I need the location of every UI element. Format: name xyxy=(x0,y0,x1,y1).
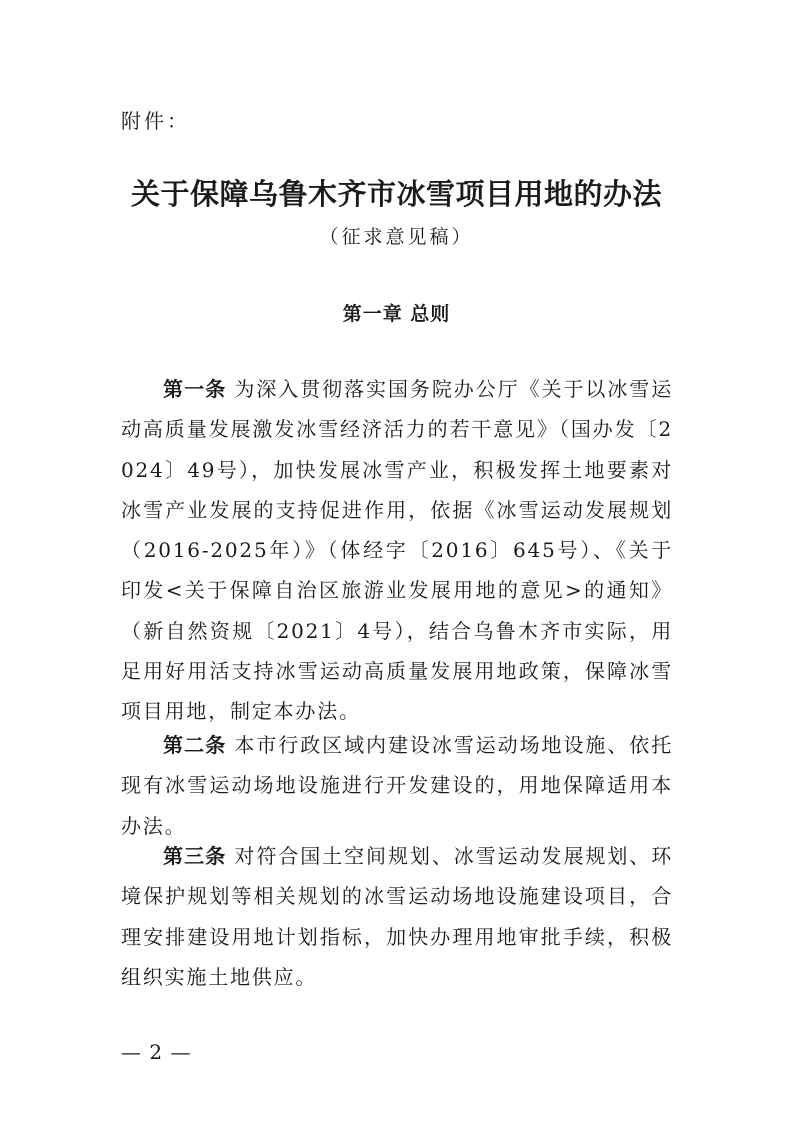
article-1 xyxy=(121,369,673,732)
chapter-heading: 第一章 总则 xyxy=(342,303,451,325)
article-1-text: 为深入贯彻落实国务院办公厅《关于以冰雪运动高质量发展激发冰雪经济活力的若干意见》（国办发〔2024〕49号），加快发展冰雪产业，积极发挥土地要素对冰雪产业发展的支持促进作用，依据《冰雪运动发展规划（2016-2025年）》（体经字〔2016〕645号）、《关于印发<关于保障自治区旅游业发展用地的意见>的通知》（新自然资规〔2021〕4号），结合乌鲁木齐市实际，用足用好用活支持冰雪运动高质量发展用地政策，保障冰雪项目用地，制定本办法。 xyxy=(121,377,674,724)
article-1-label: 第一条 xyxy=(163,377,227,401)
article-3 xyxy=(121,836,673,997)
article-2-text: 本市行政区域内建设冰雪运动场地设施、依托现有冰雪运动场地设施进行开发建设的，用地保障适用本办法。 xyxy=(121,733,674,838)
attachment-label: 附件： xyxy=(121,109,190,133)
article-2-label: 第二条 xyxy=(163,733,227,757)
article-3-text: 对符合国土空间规划、冰雪运动发展规划、环境保护规划等相关规划的冰雪运动场地设施建设项目，合理安排建设用地计划指标，加快办理用地审批手续，积极组织实施土地供应。 xyxy=(121,844,674,989)
article-2 xyxy=(121,725,673,846)
document-subtitle: （征求意见稿） xyxy=(319,226,474,248)
page-number: — 2 — xyxy=(121,1040,192,1064)
article-3-label: 第三条 xyxy=(163,844,227,868)
document-title: 关于保障乌鲁木齐市冰雪项目用地的办法 xyxy=(130,177,662,211)
